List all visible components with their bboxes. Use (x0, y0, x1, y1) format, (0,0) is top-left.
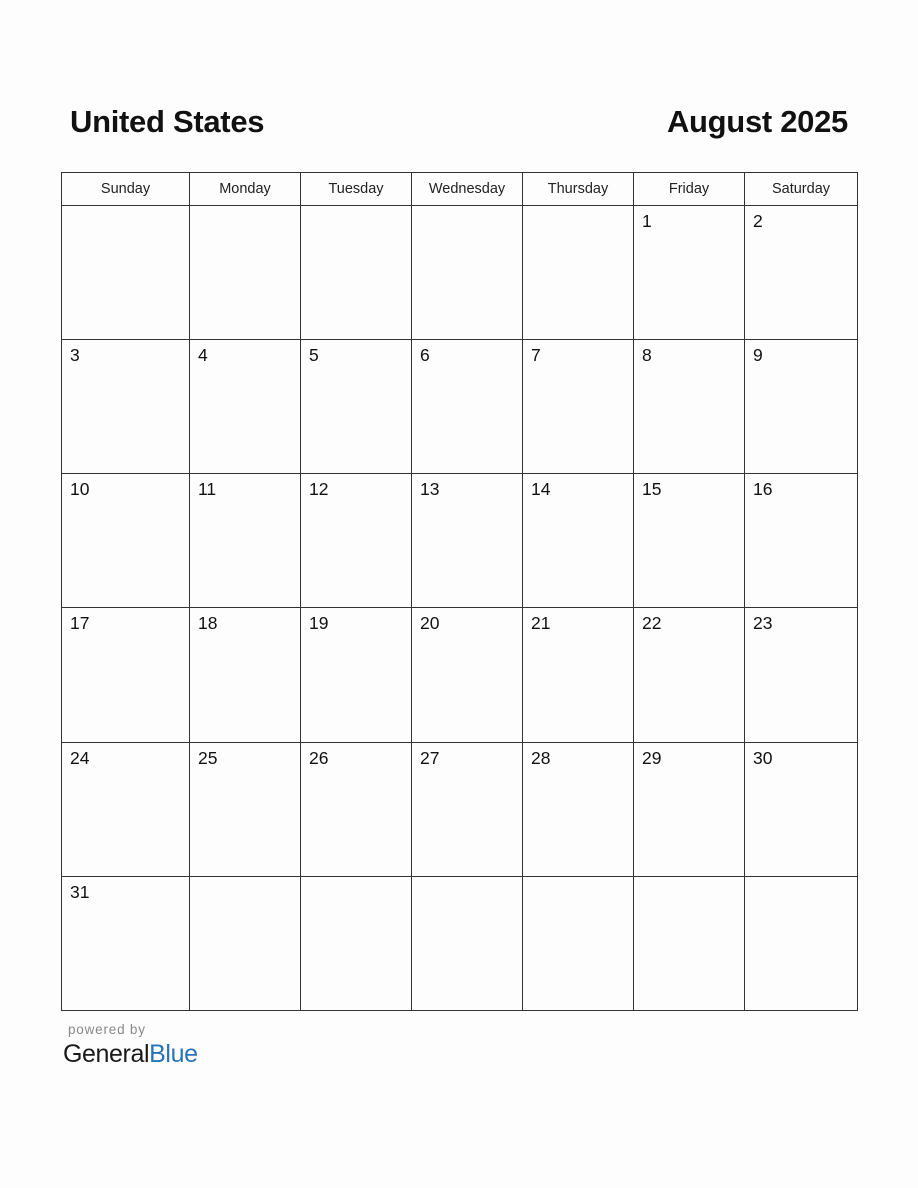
day-cell (412, 206, 523, 340)
day-number: 28 (531, 747, 551, 768)
weekday-friday: Friday (634, 173, 745, 206)
day-number (412, 877, 522, 882)
day-number: 12 (309, 479, 329, 500)
day-number: 8 (642, 345, 652, 366)
day-cell (301, 742, 412, 876)
day-cell (745, 340, 858, 474)
day-number: 6 (420, 345, 430, 366)
day-cell (634, 608, 745, 742)
day-number (301, 877, 411, 882)
day-number: 31 (70, 881, 90, 902)
day-cell (523, 340, 634, 474)
day-number (301, 206, 411, 211)
day-number: 11 (198, 479, 217, 500)
day-cell (62, 206, 190, 340)
day-number: 19 (309, 613, 329, 634)
day-number: 2 (753, 211, 763, 231)
day-cell (523, 608, 634, 742)
day-number (190, 206, 300, 211)
day-number: 23 (753, 613, 773, 634)
day-cell (301, 608, 412, 742)
day-cell (523, 742, 634, 876)
day-cell (301, 340, 412, 474)
day-cell (412, 742, 523, 876)
day-number (523, 877, 633, 882)
day-cell (190, 340, 301, 474)
day-number (745, 877, 857, 882)
week-row-6 (62, 876, 858, 1010)
day-number: 18 (198, 613, 218, 634)
weekday-monday: Monday (190, 173, 301, 206)
country-title: United States (70, 104, 265, 139)
weekday-header-row (62, 173, 858, 206)
day-number: 22 (642, 613, 662, 634)
day-cell (190, 742, 301, 876)
day-cell (523, 474, 634, 608)
calendar-grid (61, 172, 858, 1011)
day-cell (190, 608, 301, 742)
day-cell (62, 474, 190, 608)
day-cell (745, 206, 858, 340)
day-number: 20 (420, 613, 440, 634)
day-cell (301, 876, 412, 1010)
week-row-1 (62, 206, 858, 340)
day-cell (634, 876, 745, 1010)
day-cell (190, 474, 301, 608)
day-cell (634, 340, 745, 474)
day-cell (634, 742, 745, 876)
weekday-wednesday: Wednesday (412, 173, 523, 206)
week-row-2 (62, 340, 858, 474)
day-number (412, 206, 522, 211)
day-cell (62, 876, 190, 1010)
day-cell (745, 876, 858, 1010)
weekday-sunday: Sunday (62, 173, 190, 206)
logo-blue-text: Blue (149, 1040, 198, 1068)
day-number: 1 (642, 211, 652, 231)
day-number: 16 (753, 479, 773, 500)
day-cell (745, 474, 858, 608)
day-number (523, 206, 633, 211)
day-number: 15 (642, 479, 662, 500)
day-number: 25 (198, 747, 218, 768)
weekday-tuesday: Tuesday (301, 173, 412, 206)
day-number (634, 877, 744, 882)
day-number: 4 (198, 345, 208, 366)
day-number: 3 (70, 345, 80, 366)
day-number: 9 (753, 345, 763, 366)
day-cell (523, 876, 634, 1010)
day-cell (412, 340, 523, 474)
day-cell (745, 742, 858, 876)
day-number: 26 (309, 747, 329, 768)
day-cell (301, 206, 412, 340)
day-number: 21 (531, 613, 551, 634)
day-cell (412, 474, 523, 608)
generalblue-logo (63, 1040, 198, 1069)
day-number: 13 (420, 479, 440, 500)
day-cell (634, 474, 745, 608)
day-number: 10 (70, 479, 90, 500)
day-number: 27 (420, 747, 440, 768)
day-number: 30 (753, 747, 773, 768)
weekday-saturday: Saturday (745, 173, 858, 206)
powered-by-text: powered by (68, 1022, 146, 1037)
weekday-thursday: Thursday (523, 173, 634, 206)
day-cell (62, 340, 190, 474)
day-cell (745, 608, 858, 742)
week-row-4 (62, 608, 858, 742)
day-cell (62, 742, 190, 876)
day-cell (412, 608, 523, 742)
week-row-5 (62, 742, 858, 876)
day-cell (523, 206, 634, 340)
day-number: 17 (70, 613, 90, 634)
logo-general-text: General (63, 1040, 150, 1068)
month-title: August 2025 (666, 104, 848, 139)
day-cell (62, 608, 190, 742)
week-row-3 (62, 474, 858, 608)
day-number: 5 (309, 345, 319, 366)
day-number: 14 (531, 479, 551, 500)
day-number: 7 (531, 345, 541, 366)
day-cell (301, 474, 412, 608)
calendar-header (70, 104, 848, 148)
day-cell (190, 206, 301, 340)
day-cell (412, 876, 523, 1010)
day-number (190, 877, 300, 882)
day-cell (190, 876, 301, 1010)
day-cell (634, 206, 745, 340)
day-number: 29 (642, 747, 662, 768)
day-number: 24 (70, 747, 90, 768)
day-number (62, 206, 189, 211)
